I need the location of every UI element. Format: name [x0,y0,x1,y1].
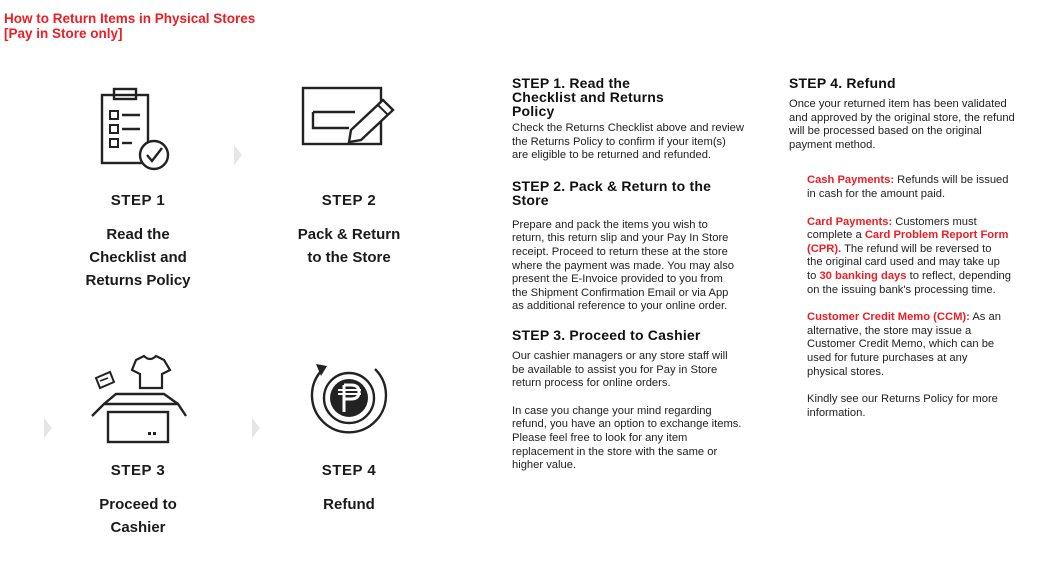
ccm-note [807,311,1039,379]
step-1-card [58,80,218,300]
step-2-subtitle-line: Pack & Return [297,226,401,243]
body-line: Once your returned item has been validated [789,98,1007,110]
body-line: present the E-Invoice provided to you from [512,273,723,286]
pack-icon [299,80,399,160]
body-line: replacement in the store with the same or [512,445,718,458]
page-title-line1: How to Return Items in Physical Stores [4,11,256,26]
refund-peso-icon [301,356,397,442]
step-1-subtitle [58,223,218,292]
ccm-text: Customer Credit Memo, which can be [807,338,995,351]
chevron-right-icon [252,418,260,438]
ccm-text: used for future purchases at any [807,351,968,364]
chevron-right-icon [234,145,242,165]
step-4-subtitle [269,493,429,516]
card-payments-text: to reflect, depending [906,269,1012,282]
card-payments-text: The refund will be reversed to [841,242,992,255]
card-payments-note [807,216,1039,298]
footer-line: information. [807,406,866,419]
heading-line: Checklist and Returns [512,89,665,105]
step-1-subtitle-line: Returns Policy [85,272,191,289]
ccm-text: physical stores. [807,365,885,378]
card-payments-label: Card Payments: [807,215,893,228]
footer-line: Kindly see our Returns Policy for more [807,393,998,406]
cpr-form-label: Card Problem Report Form [864,229,1009,242]
step-4-card [269,350,429,550]
step-2-heading [512,179,762,207]
heading-line: STEP 2. Pack & Return to the [512,177,712,194]
cash-payments-note [807,174,1039,201]
cpr-form-label: (CPR). [807,242,842,255]
step-2-label: STEP 2 [321,192,377,209]
step-4-label: STEP 4 [321,462,377,479]
page-title-line2: [Pay in Store only] [4,26,123,41]
body-line: as additional reference to your online order. [512,300,728,313]
box-icon [86,350,190,446]
body-line: will be processed based on the original [789,125,982,138]
step-3-body-exchange [512,405,762,473]
step-2-subtitle [269,223,429,269]
cash-payments-text: Refunds will be issued [894,174,1009,187]
body-line: the Shipment Confirmation Email or via App [512,286,729,299]
body-line: payment method. [789,138,876,151]
card-payments-text: on the issuing bank's processing time. [807,283,996,296]
body-line: Please feel free to look for any item [512,431,688,444]
cash-payments-label: Cash Payments: [807,174,895,187]
card-payments-text: the original card used and may take up [807,256,1000,269]
step-3-subtitle [58,493,218,539]
step-1-subtitle-line: Read the [106,226,170,243]
step-3-subtitle-line: Proceed to [99,496,177,513]
step-2-subtitle-line: to the Store [307,249,391,266]
chevron-right-icon [44,418,52,438]
heading-line: STEP 1. Read the [512,75,631,91]
step-3-subtitle-line: Cashier [110,519,166,536]
refund-options [807,174,1039,420]
body-line: return process for online orders. [512,377,671,390]
step-1-heading [512,76,762,118]
details-column-left [512,76,762,473]
step-1-subtitle-line: Checklist and [89,249,187,266]
step-2-card [269,80,429,300]
body-line: and approved by the original store, the refund [789,111,1015,124]
step-4-heading: STEP 4. Refund [789,75,896,91]
step-4-body [789,98,1039,152]
page-title [4,11,304,41]
card-payments-text: complete a [807,229,865,242]
step-4-subtitle-line: Refund [323,496,375,513]
details-column-right [789,76,1039,420]
step-2-body [512,219,762,314]
step-3-body [512,350,762,391]
step-1-label: STEP 1 [110,192,166,209]
ccm-text: alternative, the store may issue a [807,324,972,337]
card-payments-text: Customers must [892,215,977,228]
step-3-heading: STEP 3. Proceed to Cashier [512,326,701,343]
ccm-text: As an [969,311,1001,324]
banking-days-highlight: 30 banking days [819,269,907,282]
body-line: the Returns Policy to confirm if your item(s) [512,135,726,148]
body-line: Check the Returns Checklist above and review [512,122,744,134]
body-line: higher value. [512,459,577,472]
body-line: refund, you have an option to exchange items. [512,418,742,431]
ccm-label: Customer Credit Memo (CCM): [807,311,970,324]
body-line: be available to assist you for Pay in Store [512,363,718,376]
step-3-label: STEP 3 [110,462,166,479]
body-line: are eligible to be returned and refunded. [512,149,712,162]
body-line: In case you change your mind regarding [512,404,712,417]
card-payments-text: to [807,269,820,282]
heading-line: Store [512,191,549,208]
body-line: receipt. Proceed to return these at the store [512,245,728,258]
step-3-card [58,350,218,550]
body-line: return, this return slip and your Pay In Store [512,232,729,245]
returns-policy-note [807,393,1039,420]
body-line: Our cashier managers or any store staff will [512,349,728,362]
checklist-icon [96,85,176,173]
step-1-body [512,122,762,163]
body-line: Prepare and pack the items you wish to [512,218,708,231]
heading-line: Policy [512,103,555,119]
body-line: where the payment was made. You may also [512,259,735,272]
cash-payments-text: in cash for the amount paid. [807,187,946,200]
